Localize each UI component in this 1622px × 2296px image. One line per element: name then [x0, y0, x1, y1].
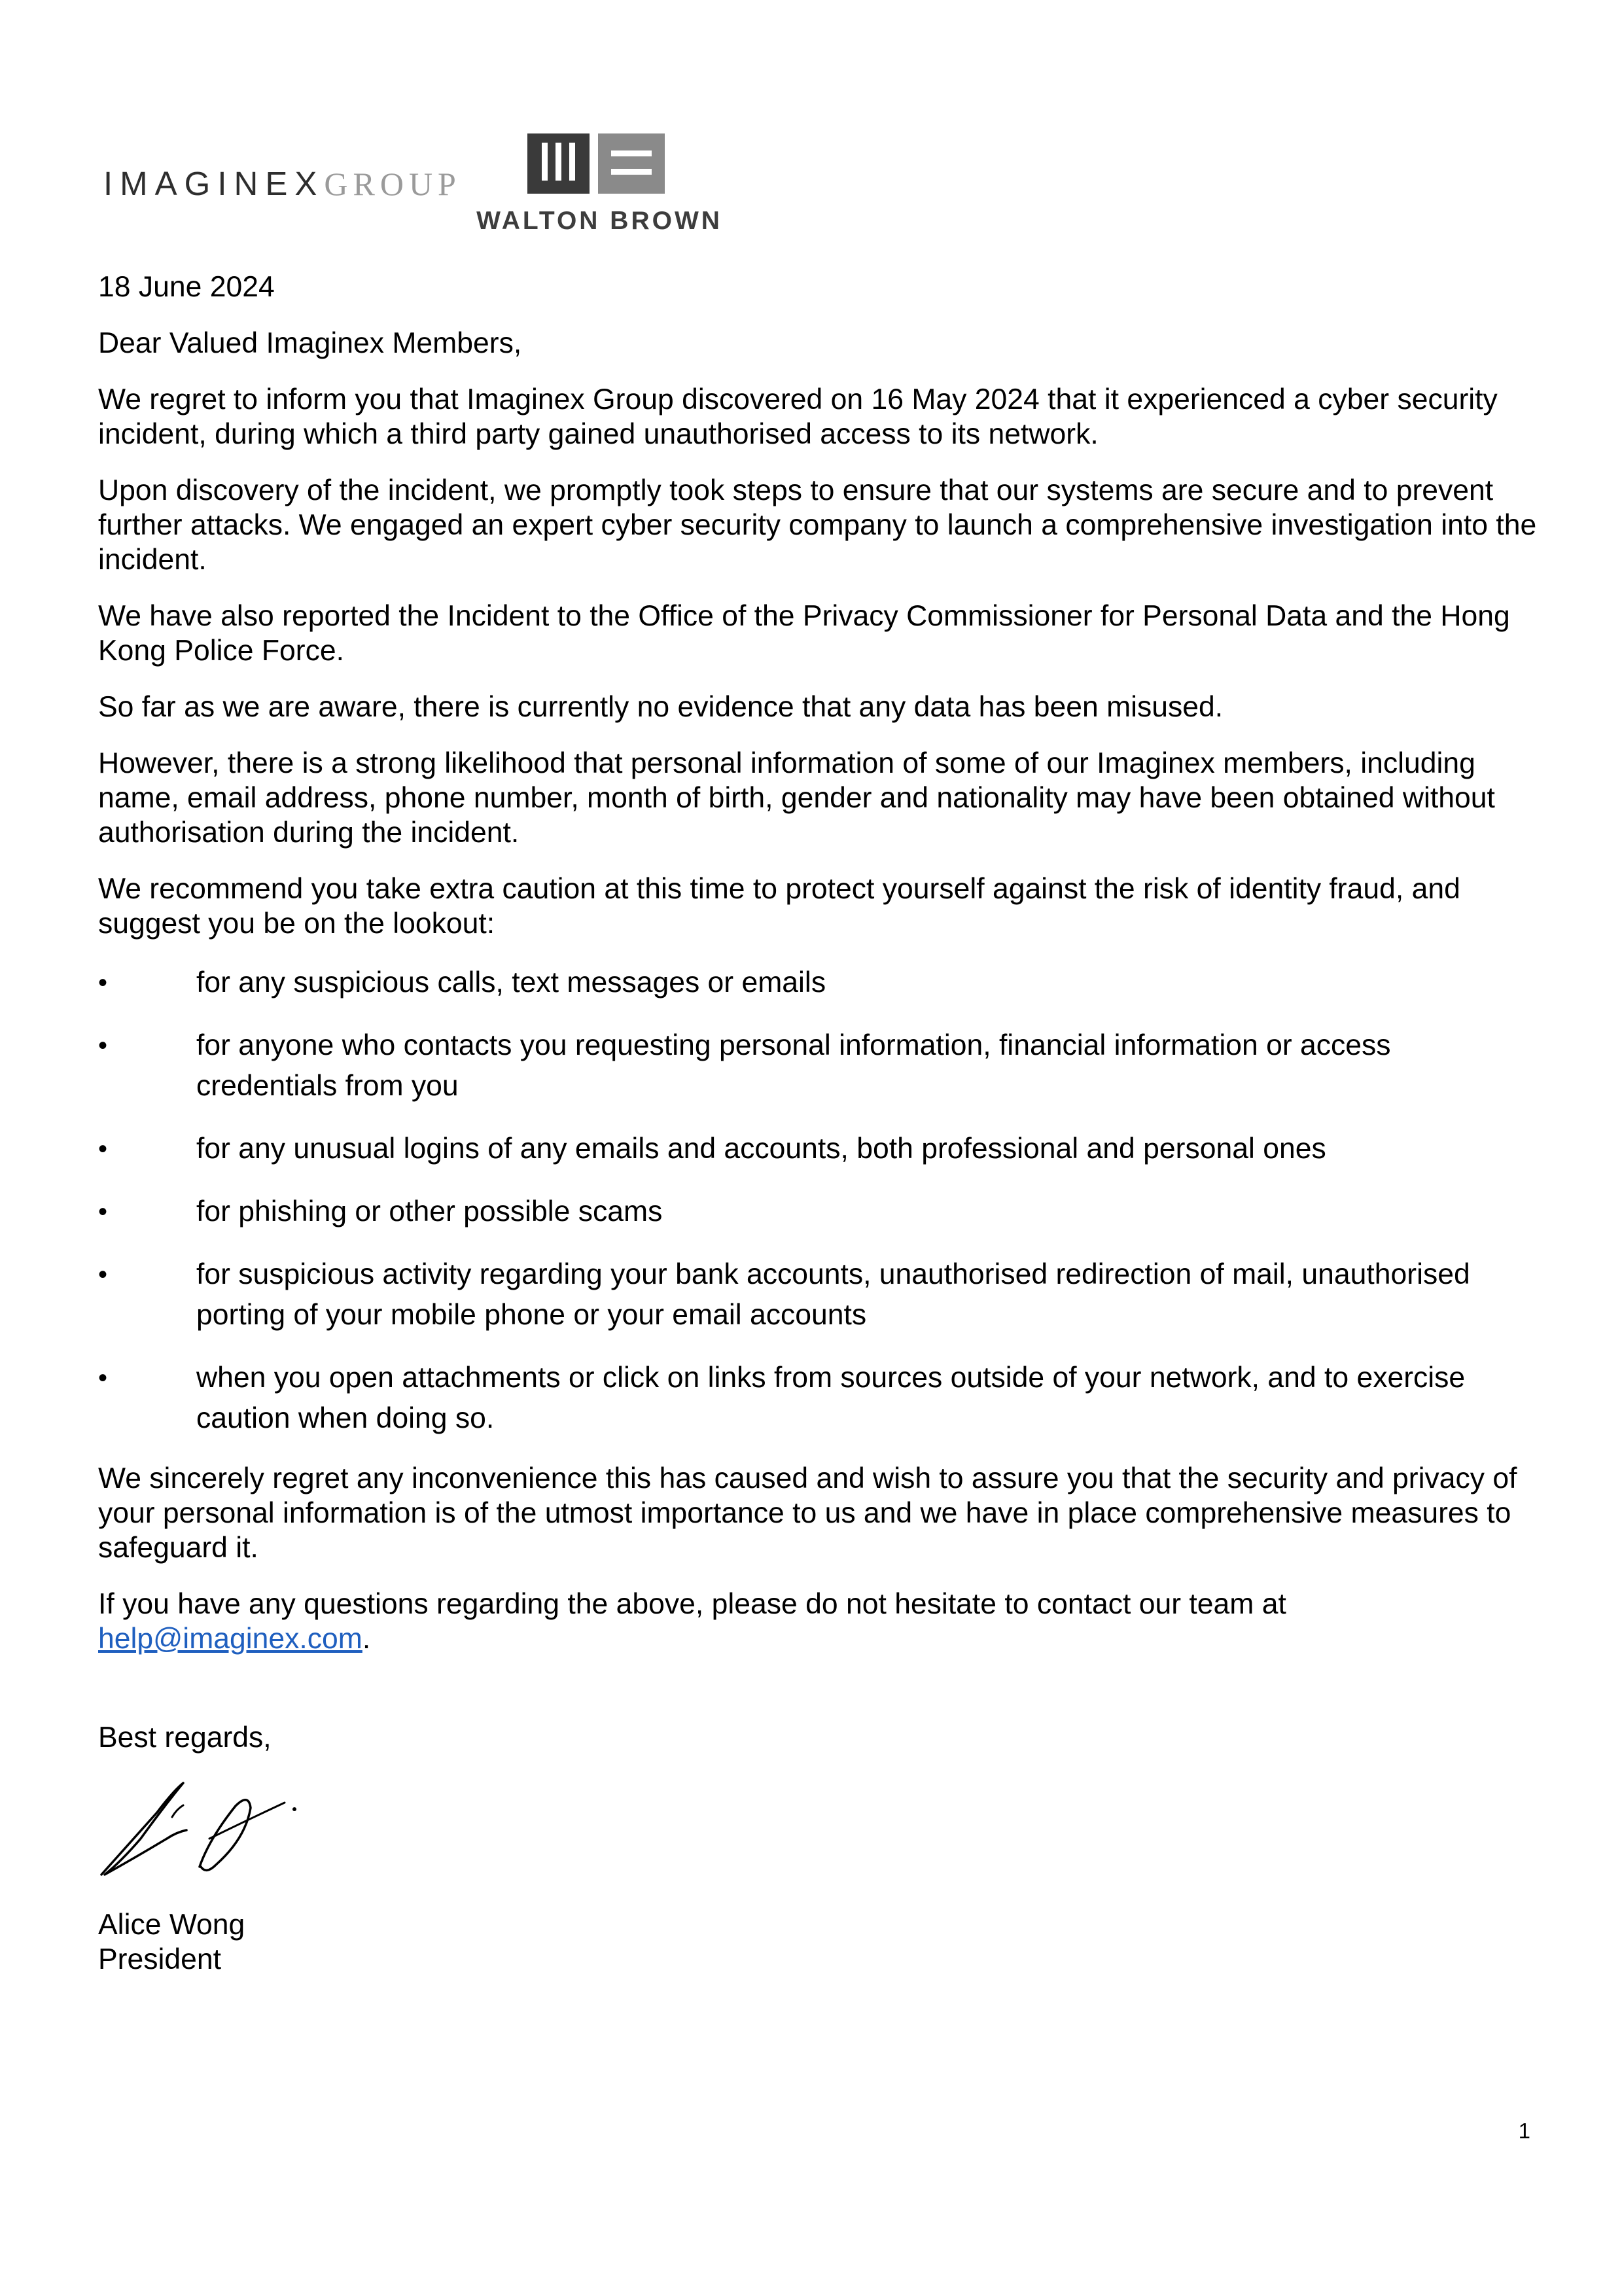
signer-name: Alice Wong [98, 1909, 245, 1941]
list-item [98, 1129, 1538, 1169]
list-item [98, 1025, 1538, 1106]
imaginex-logo-primary: IMAGINEX [103, 165, 325, 202]
letter-body [98, 270, 1538, 1977]
signer-title: President [98, 1943, 221, 1975]
walton-brown-wordmark: WALTON BROWN [476, 207, 722, 235]
contact-email-link[interactable]: help@imaginex.com [98, 1623, 362, 1655]
paragraph-regret: We sincerely regret any inconvenience this has caused and wish to assure you that the security and privacy of your personal information is of the utmost importance to us and we have in place comprehensive measures to safeguard it. [98, 1462, 1517, 1564]
list-item [98, 1192, 1538, 1232]
paragraph-response: Upon discovery of the incident, we promptly took steps to ensure that our systems are secure and to prevent further attacks. We engaged an expert cyber security company to launch a comprehensive investigation into the incident. [98, 474, 1537, 576]
list-item-text: for anyone who contacts you requesting personal information, financial information or access credentials from you [196, 1029, 1391, 1102]
imaginex-group-logo [103, 167, 461, 200]
contact-end: . [362, 1623, 371, 1655]
list-item-text: for phishing or other possible scams [196, 1195, 663, 1227]
bullet-icon: • [98, 1260, 108, 1289]
list-item-text: for any suspicious calls, text messages or emails [196, 966, 826, 998]
bullet-icon: • [98, 1031, 108, 1060]
paragraph-reported: We have also reported the Incident to the Office of the Privacy Commissioner for Personal Data and the Hong Kong Police Force. [98, 600, 1510, 667]
walton-brown-logo [468, 133, 730, 238]
lookout-list [98, 963, 1538, 1439]
list-item-text: for any unusual logins of any emails and accounts, both professional and personal ones [196, 1133, 1326, 1165]
paragraph-data-obtained: However, there is a strong likelihood that personal information of some of our Imaginex members, including name, email address, phone number, month of birth, gender and nationality may have been obtained without authorisation during the incident. [98, 747, 1495, 849]
page-number: 1 [1518, 2119, 1530, 2143]
paragraph-contact [98, 1587, 1538, 1656]
paragraph-no-misuse: So far as we are aware, there is currently no evidence that any data has been misused. [98, 691, 1224, 723]
list-item [98, 1254, 1538, 1335]
walton-brown-mark-icon [527, 133, 665, 194]
paragraph-incident: We regret to inform you that Imaginex Group discovered on 16 May 2024 that it experienced a cyber security incident, during which a third party gained unauthorised access to its network. [98, 383, 1498, 450]
list-item [98, 963, 1538, 1003]
list-item-text: when you open attachments or click on links from sources outside of your network, and to exercise caution when doing so. [196, 1362, 1466, 1434]
letter-date: 18 June 2024 [98, 271, 275, 303]
paragraph-recommendation: We recommend you take extra caution at this time to protect yourself against the risk of identity fraud, and suggest you be on the lookout: [98, 873, 1460, 940]
contact-text: If you have any questions regarding the above, please do not hesitate to contact our team at [98, 1588, 1286, 1620]
closing: Best regards, [98, 1722, 272, 1754]
bullet-icon: • [98, 1197, 108, 1226]
list-item-text: for suspicious activity regarding your bank accounts, unauthorised redirection of mail, unauthorised porting of your mobile phone or your email accounts [196, 1258, 1470, 1331]
bullet-icon: • [98, 968, 108, 997]
signature-image [95, 1776, 311, 1888]
bullet-icon: • [98, 1135, 108, 1163]
salutation: Dear Valued Imaginex Members, [98, 327, 522, 359]
list-item [98, 1358, 1538, 1439]
imaginex-logo-secondary: GROUP [324, 166, 461, 202]
bullet-icon: • [98, 1364, 108, 1392]
